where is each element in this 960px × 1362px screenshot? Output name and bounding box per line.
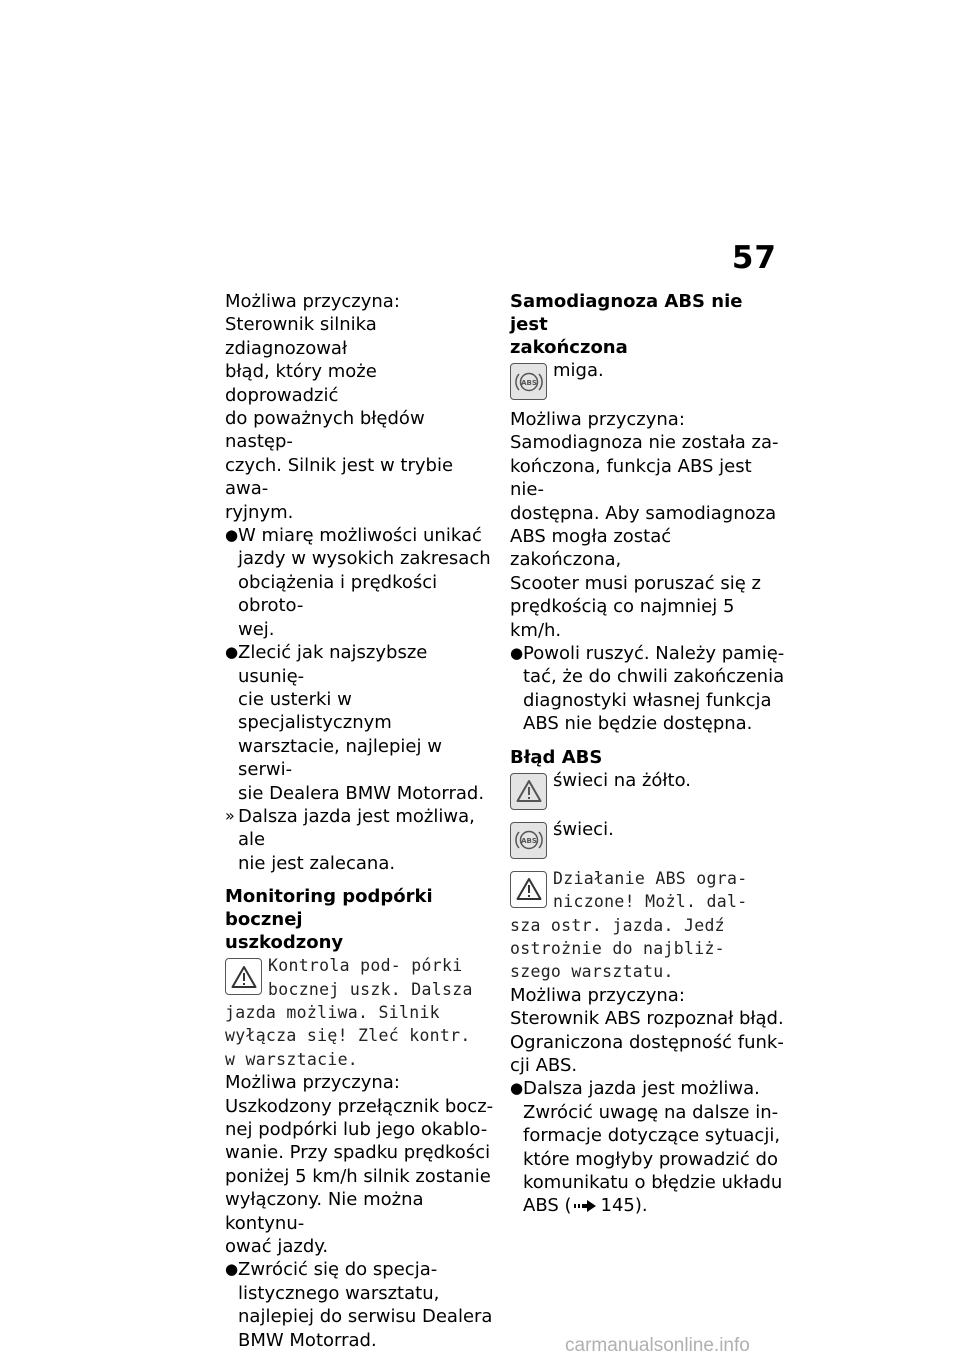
display-line: bocznej uszk. Dalsza <box>268 979 473 999</box>
text-line: ować jazdy. <box>225 1236 329 1258</box>
text-line: dostępna. Aby samodiagnoza <box>510 502 777 524</box>
bullet-icon: ● <box>225 1260 239 1279</box>
display-line: szego warsztatu. <box>510 962 674 982</box>
reference-page[interactable]: 145 <box>600 1195 635 1217</box>
text-line: ABS nie będzie dostępna. <box>523 713 753 735</box>
result-arrow-icon: » <box>225 805 235 825</box>
text-line: wyłączony. Nie można kontynu- <box>225 1189 424 1234</box>
bullet-icon: ● <box>510 1079 524 1098</box>
text-line: Samodiagnoza nie została za- <box>510 432 779 454</box>
text-line: Uszkodzony przełącznik bocz- <box>225 1095 494 1117</box>
text-line: najlepiej do serwisu Dealera <box>238 1306 493 1328</box>
cause-text <box>225 313 495 524</box>
text-line: Dalsza jazda jest możliwa. <box>523 1078 760 1100</box>
text-line: cie usterki w specjalistycznym <box>238 688 392 734</box>
text-line: listycznego warsztatu, <box>238 1282 440 1304</box>
text-line: czych. Silnik jest w trybie awa- <box>225 454 454 500</box>
bullet-item <box>225 641 495 805</box>
section-heading <box>510 290 785 359</box>
text-line: kończona, funkcja ABS jest nie- <box>510 455 752 501</box>
text-line: nie jest zalecana. <box>238 852 396 874</box>
bullet-item <box>225 1258 495 1352</box>
text-line: ryjnym. <box>225 501 294 523</box>
display-line: Kontrola pod- pórki <box>268 956 463 976</box>
cause-text <box>510 431 785 642</box>
abs-icon <box>510 822 547 859</box>
page-number: 57 <box>731 240 777 276</box>
bullet-item <box>510 642 785 736</box>
text-line: prędkością co najmniej 5 km/h. <box>510 596 735 641</box>
text-line: jazdy w wysokich zakresach <box>238 548 491 570</box>
text-line: Scooter musi poruszać się z <box>510 572 761 594</box>
text-line: W miarę możliwości unikać <box>238 525 482 547</box>
display-line: wyłącza się! Zleć kontr. <box>225 1026 471 1046</box>
text-line: Ograniczona dostępność funk- <box>510 1031 784 1053</box>
text-line: BMW Motorrad. <box>238 1329 377 1351</box>
text-line: nej podpórki lub jego okablo- <box>225 1119 488 1140</box>
indicator-state: świeci na żółto. <box>553 769 692 791</box>
indicator-state: miga. <box>553 360 604 381</box>
indicator-state: świeci. <box>553 818 614 840</box>
heading-line: uszkodzony <box>225 932 344 954</box>
text-line: cji ABS. <box>510 1054 578 1076</box>
arrow-reference-icon <box>574 1195 598 1218</box>
indicator-row <box>510 769 785 812</box>
bullet-icon: ● <box>510 644 524 663</box>
display-line: sza ostr. jazda. Jedź <box>510 915 725 935</box>
right-column <box>510 290 785 1218</box>
footer-watermark: carmanualsonline.info <box>565 1335 750 1356</box>
bullet-icon: ● <box>225 643 239 662</box>
heading-line: Monitoring podpórki bocznej <box>225 886 433 931</box>
display-line: niczone! Możl. dal- <box>553 892 748 912</box>
text-line: sie Dealera BMW Motorrad. <box>238 782 485 804</box>
text-line: diagnostyki własnej funkcja <box>523 689 772 711</box>
abs-icon <box>510 363 547 400</box>
text-line: wej. <box>238 618 275 640</box>
section-heading <box>225 885 495 954</box>
text-line: Sterownik silnika zdiagnozował <box>225 314 377 359</box>
text-line: komunikatu o błędzie układu <box>523 1171 783 1193</box>
bullet-item <box>510 1077 785 1218</box>
result-item <box>225 805 495 875</box>
heading-line: Samodiagnoza ABS nie jest <box>510 291 743 335</box>
bullet-icon: ● <box>225 526 239 545</box>
text-line: obciążenia i prędkości obroto- <box>238 571 438 617</box>
cause-text <box>510 1007 785 1077</box>
warning-triangle-icon <box>225 958 262 995</box>
svg-text:ABS: ABS <box>520 378 537 387</box>
display-line: jazda możliwa. Silnik <box>225 1002 440 1022</box>
section-heading <box>510 746 785 769</box>
text-line: warsztacie, najlepiej w serwi- <box>238 735 442 781</box>
text-line: Zwrócić uwagę na dalsze in- <box>523 1101 779 1123</box>
heading-line: Błąd ABS <box>510 746 603 768</box>
display-message <box>510 867 785 984</box>
cause-label: Możliwa przyczyna: <box>225 291 400 312</box>
text-line: wanie. Przy spadku prędkości <box>225 1142 491 1164</box>
indicator-row <box>510 359 785 402</box>
text-line: tać, że do chwili zakończenia <box>523 666 785 688</box>
text-line: poniżej 5 km/h silnik zostanie <box>225 1165 491 1187</box>
text-line: formacje dotyczące sytuacji, <box>523 1125 781 1147</box>
text-line: Zwrócić się do specja- <box>238 1259 438 1281</box>
text-line: Dalsza jazda jest możliwa, ale <box>238 805 475 851</box>
page-reference[interactable] <box>523 1194 785 1218</box>
text-line: które mogłyby prowadzić do <box>523 1148 778 1170</box>
display-line: Działanie ABS ogra- <box>553 868 748 888</box>
text-line: Zlecić jak najszybsze usunię- <box>238 642 428 687</box>
text-line: do poważnych błędów następ- <box>225 408 425 453</box>
cause-label: Możliwa przyczyna: <box>510 984 685 1006</box>
warning-triangle-icon <box>510 871 547 908</box>
reference-suffix: ). <box>634 1195 648 1217</box>
text-line: ABS mogła zostać zakończona, <box>510 526 672 571</box>
text-line: Powoli ruszyć. Należy pamię- <box>523 643 785 665</box>
cause-text <box>225 1095 495 1259</box>
bullet-item <box>225 524 495 641</box>
text-line: błąd, który może doprowadzić <box>225 361 377 406</box>
text-line: Sterownik ABS rozpoznał błąd. <box>510 1008 784 1030</box>
cause-label: Możliwa przyczyna: <box>510 409 685 430</box>
cause-label: Możliwa przyczyna: <box>225 1072 400 1094</box>
display-message <box>225 954 495 1071</box>
reference-prefix: ABS ( <box>523 1195 572 1217</box>
heading-line: zakończona <box>510 337 628 358</box>
indicator-row <box>510 818 785 861</box>
display-line: ostrożnie do najbliż- <box>510 938 725 958</box>
svg-text:ABS: ABS <box>520 837 537 846</box>
warning-triangle-icon <box>510 773 547 810</box>
display-line: w warsztacie. <box>225 1049 359 1069</box>
left-column <box>225 290 495 1352</box>
